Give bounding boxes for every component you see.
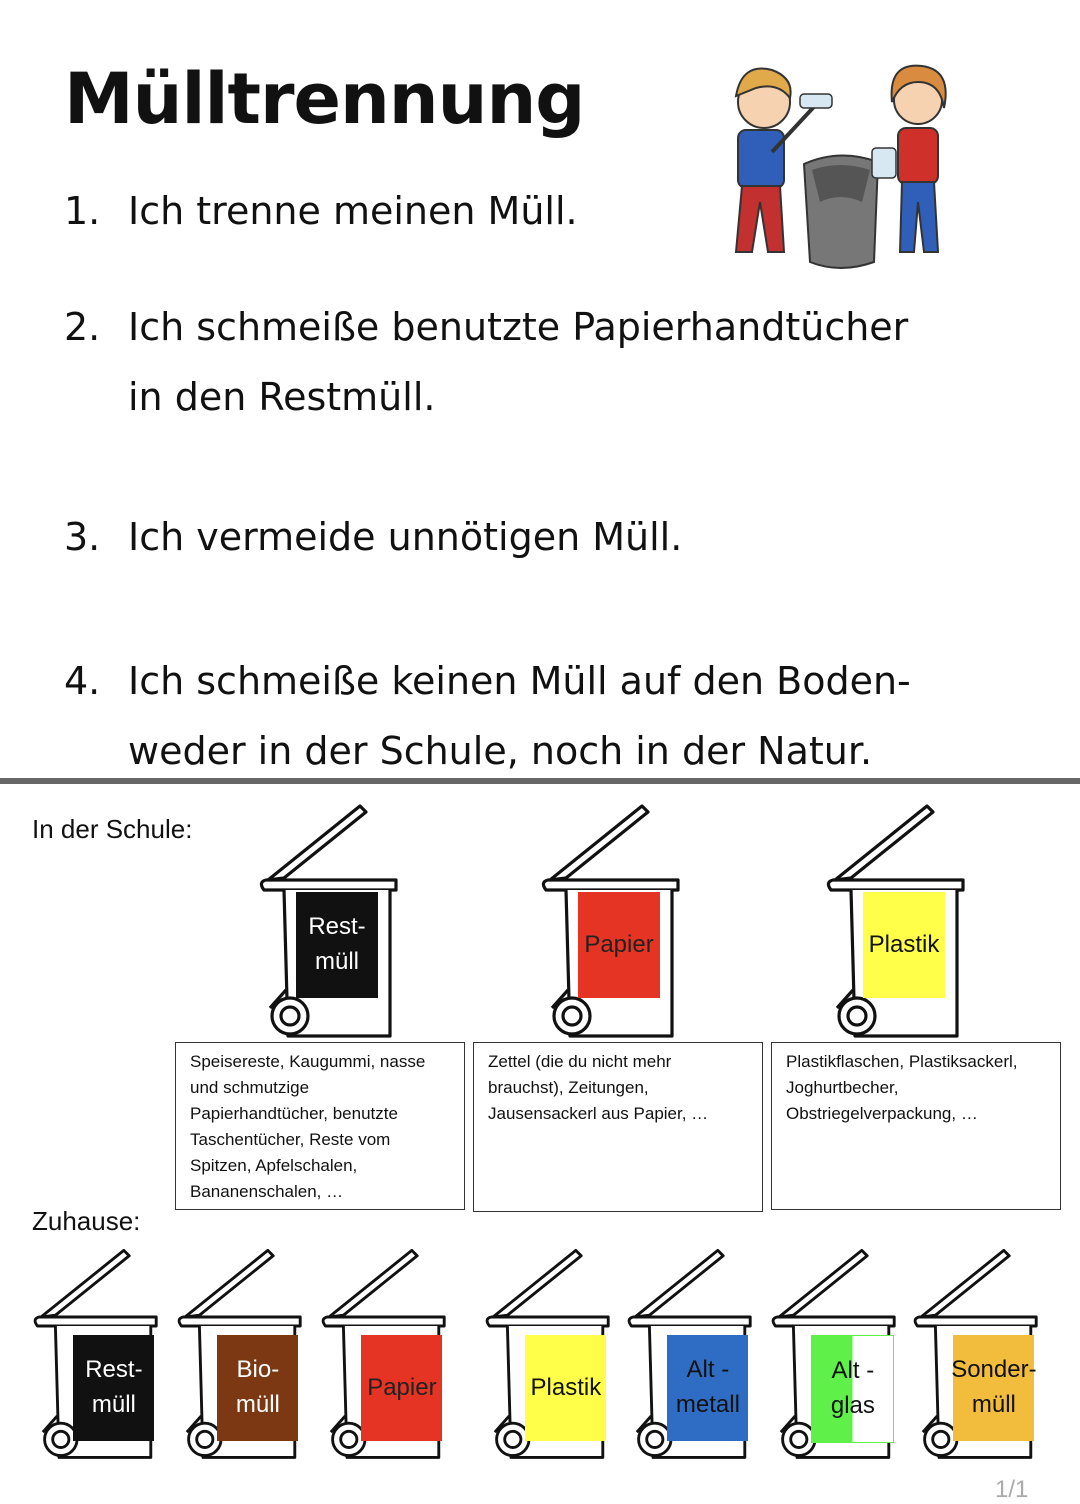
rule-number: 1. <box>64 189 101 233</box>
bin-label-line: Alt - <box>831 1357 875 1385</box>
trash-bin-school-1 <box>258 800 408 1040</box>
rule-number: 3. <box>64 515 101 559</box>
trash-bin-home-1 <box>32 1245 167 1461</box>
bin-label-line: müll <box>314 948 359 975</box>
bin-label <box>951 1335 1037 1441</box>
rule-item-1 <box>64 176 864 246</box>
description-box-plastik: Plastikflaschen, Plastiksackerl, Joghurtbecher, Obstriegelverpackung, … <box>771 1042 1061 1210</box>
bin-label <box>525 1335 606 1441</box>
bin-label <box>361 1335 442 1441</box>
rule-text: Ich trenne meinen Müll. <box>128 189 578 233</box>
bin-label <box>578 892 660 998</box>
home-section-label: Zuhause: <box>32 1206 141 1236</box>
bin-label-line: Bio- <box>236 1356 280 1384</box>
page-number: 1/1 <box>995 1476 1029 1503</box>
rule-item-3 <box>64 502 864 572</box>
trash-bin-home-2 <box>176 1245 311 1461</box>
bin-label-line: metall <box>675 1391 740 1419</box>
description-box-restmuell: Speisereste, Kaugummi, nasse und schmutzige Papierhandtücher, benutzte Taschentücher, Reste vom Spitzen, Apfelschalen, Bananenschalen, … <box>175 1042 465 1210</box>
rule-text: Ich schmeiße benutzte Papierhandtücher <box>128 305 909 349</box>
bin-label <box>296 892 378 998</box>
trash-bin-school-3 <box>825 800 975 1040</box>
rule-item-2 <box>64 292 944 432</box>
bin-label-line: glas <box>830 1392 875 1420</box>
bin-label-line: Plastik <box>868 930 940 958</box>
rule-number: 2. <box>64 305 101 349</box>
bin-label-line: müll <box>91 1391 136 1419</box>
bin-label <box>217 1335 298 1441</box>
school-section-label: In der Schule: <box>32 814 193 844</box>
bin-label-line: Rest- <box>308 913 366 941</box>
bin-label-line: Rest- <box>85 1356 143 1384</box>
rule-text: Ich schmeiße keinen Müll auf den Boden- <box>128 659 911 703</box>
page-title: Mülltrennung <box>64 58 585 140</box>
section-divider <box>0 778 1080 784</box>
bin-label-line: Alt - <box>686 1356 730 1384</box>
bin-label <box>811 1335 894 1443</box>
children-collecting-trash-illustration <box>712 52 972 281</box>
bin-label-line: müll <box>971 1391 1016 1419</box>
bin-label <box>863 892 945 998</box>
rule-text-continued: in den Restmüll. <box>128 375 436 419</box>
rule-item-4 <box>64 646 964 786</box>
bin-label <box>73 1335 154 1441</box>
bin-label-line: Plastik <box>530 1373 602 1401</box>
trash-bin-home-3 <box>320 1245 455 1461</box>
trash-bin-home-6 <box>770 1245 905 1461</box>
trash-bin-home-7 <box>912 1245 1047 1461</box>
bin-label-line: Papier <box>367 1373 437 1401</box>
trash-bin-school-2 <box>540 800 690 1040</box>
trash-bin-home-4 <box>484 1245 619 1461</box>
rule-text-continued: weder in der Schule, noch in der Natur. <box>128 729 873 773</box>
description-box-papier: Zettel (die du nicht mehr brauchst), Zeitungen, Jausensackerl aus Papier, … <box>473 1042 763 1212</box>
bin-label-line: Sonder- <box>951 1356 1037 1384</box>
rule-text: Ich vermeide unnötigen Müll. <box>128 515 683 559</box>
bin-label <box>667 1335 748 1441</box>
trash-bin-home-5 <box>626 1245 761 1461</box>
bin-label-line: Papier <box>584 930 654 958</box>
bin-label-line: müll <box>235 1391 280 1419</box>
rule-number: 4. <box>64 659 101 703</box>
